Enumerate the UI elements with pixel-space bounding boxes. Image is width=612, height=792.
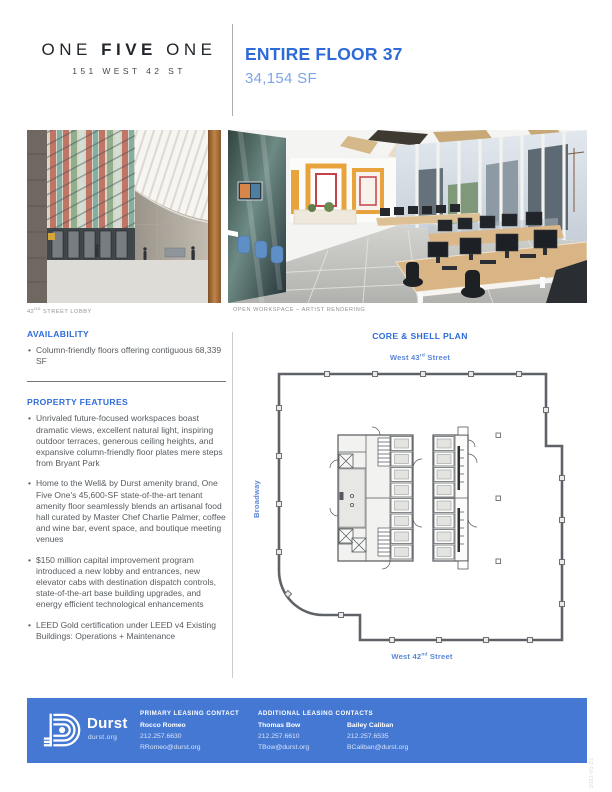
building-logo-name: ONE FIVE ONE	[41, 40, 217, 59]
workspace-photo	[228, 130, 587, 303]
street-label-west: Broadway	[252, 480, 261, 518]
listing-square-footage: 34,154 SF	[245, 70, 317, 87]
floor-plan	[272, 368, 572, 648]
workspace-photo-caption: OPEN WORKSPACE – ARTIST RENDERING	[233, 307, 366, 313]
street-label-north: West 43rd Street	[389, 353, 451, 362]
property-features-list	[27, 413, 226, 642]
building-address: 151 WEST 42 ST	[72, 66, 186, 76]
listing-title: ENTIRE FLOOR 37	[245, 44, 403, 64]
details-column	[27, 329, 226, 651]
primary-contact-phone: 212.257.6630	[140, 733, 182, 740]
bullet-item: • Column-friendly floors offering contiguous 68,339 SF	[27, 345, 226, 367]
lobby-photo	[27, 130, 221, 303]
durst-website[interactable]: durst.org	[88, 734, 118, 741]
section-divider	[27, 381, 226, 382]
revision-date-note: 2022-01-22	[589, 757, 595, 788]
bullet-item: • LEED Gold certification under LEED v4 Existing Buildings: Operations + Maintenance	[27, 620, 226, 642]
durst-brand-name: Durst	[87, 715, 128, 732]
additional-contact-email[interactable]: TBow@durst.org	[258, 744, 310, 751]
footer-contact-bar	[27, 698, 587, 763]
bullet-item: • $150 million capital improvement program introduced a new lobby and entrances, new elevator cabs with destination dispatch controls, state-of-the-art base building upgrades, and energy efficient technological enhancements	[27, 555, 226, 611]
additional-contact-name: Thomas Bow	[258, 722, 301, 729]
workspace-photo-art	[228, 130, 587, 303]
durst-logo-icon	[43, 712, 85, 750]
plan-heading: CORE & SHELL PLAN	[372, 331, 468, 341]
additional-contacts-label: ADDITIONAL LEASING CONTACTS	[258, 710, 374, 717]
listing-title-block	[245, 44, 403, 87]
additional-contact-phone: 212.257.6610	[258, 733, 300, 740]
primary-contact-label: PRIMARY LEASING CONTACT	[140, 710, 240, 717]
availability-list	[27, 345, 226, 367]
additional-contact-name: Bailey Caliban	[347, 722, 394, 729]
additional-contact-phone: 212.257.6535	[347, 733, 389, 740]
header-divider	[232, 24, 233, 116]
lobby-photo-caption: 42ND STREET LOBBY	[27, 307, 92, 315]
property-features-heading: PROPERTY FEATURES	[27, 397, 129, 408]
bullet-item: • Unrivaled future-focused workspaces boast dramatic views, excellent natural light, inspiring outdoor terraces, generous ceiling heights, and expansive column-friendly floor plates mere steps from Bryant Park	[27, 413, 226, 469]
primary-contact-email[interactable]: RRomeo@durst.org	[140, 744, 201, 751]
column-divider	[232, 332, 233, 678]
availability-heading: AVAILABILITY	[27, 329, 90, 339]
lobby-photo-art	[27, 130, 221, 303]
building-logo	[33, 40, 225, 76]
primary-contact-name: Rocco Romeo	[140, 722, 186, 729]
bullet-item: • Home to the Well& by Durst amenity brand, One Five One's 45,600-SF state-of-the-art tenant amenity floor seamlessly blends an artisanal food hall curated by Master Chef Charlie Palmer, coffee and wine bar, event space, and boutique meeting venues	[27, 478, 226, 545]
street-label-south: West 42nd Street	[391, 652, 453, 661]
additional-contact-email[interactable]: BCaliban@durst.org	[347, 744, 409, 751]
